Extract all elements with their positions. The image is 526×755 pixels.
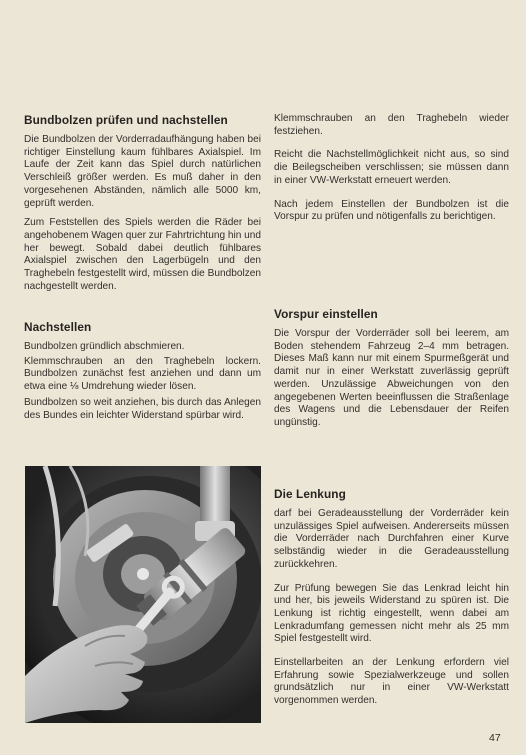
paragraph: Klemmschrauben an den Traghebeln lockern. Bundbolzen zunächst fest anziehen und dann um etwa eine ⅛ Umdrehung wieder lösen. — [24, 355, 261, 393]
paragraph: Reicht die Nachstellmöglichkeit nicht aus, so sind die Beilegscheiben verschlissen; sie müssen dann in einer VW-Werkstatt erneuert werden. — [274, 149, 509, 186]
wheel-suspension-photo — [25, 466, 261, 723]
heading-lenkung: Die Lenkung — [274, 487, 346, 501]
section-vorspur — [274, 307, 509, 430]
paragraph: Zum Feststellen des Spiels werden die Räder bei angehobenem Wagen quer zur Fahrtrichtung hin und her bewegt. Sobald dabei deutlich fühlbares Axialspiel zwischen den Lagerbügeln und den Traghebeln festgestellt wird, müssen die Bundbolzen nachgestellt werden. — [24, 217, 261, 292]
heading-bundbolzen: Bundbolzen prüfen und nachstellen — [24, 113, 228, 127]
section-bundbolzen — [24, 113, 261, 293]
paragraph: darf bei Geradeausstellung der Vorderräder kein unzulässiges Spiel aufweisen. Andererseits müssen die Vorderräder nach Durchfahren einer Kurve selbständig wieder in die Geradeausstellung zurückkehren. — [274, 508, 509, 570]
paragraph: Klemmschrauben an den Traghebeln wieder festziehen. — [274, 113, 509, 137]
paragraph: Die Vorspur der Vorderräder soll bei leerem, am Boden stehendem Fahrzeug 2–4 mm betragen. Dieses Maß kann nur mit einem Spurmeßgerät und damit nur in einer Werkstatt zuverlässig geprüft werden. Unzulässige Abweichungen von den angegebenen Werten beeinflussen die Straßenlage des Wagens und die Lebensdauer der Reifen ungünstig. — [274, 328, 509, 428]
paragraph: Nach jedem Einstellen der Bundbolzen ist die Vorspur zu prüfen und nötigenfalls zu berichtigen. — [274, 198, 509, 223]
page-number: 47 — [489, 732, 501, 744]
section-lenkung — [274, 487, 509, 708]
section-nachstellen — [24, 320, 261, 422]
heading-nachstellen: Nachstellen — [24, 320, 92, 334]
paragraph: Einstellarbeiten an der Lenkung erfordern viel Erfahrung sowie Spezialwerkzeuge und sollen grundsätzlich nur in einer VW-Werkstatt vorgenommen werden. — [274, 657, 509, 707]
paragraph: Zur Prüfung bewegen Sie das Lenkrad leicht hin und her, bis jeweils Widerstand zu spüren ist. Die Lenkung ist richtig eingestellt, wenn dabei am Lenkradumfang gemessen nicht mehr als 25 mm Spiel festgestellt wird. — [274, 582, 509, 645]
heading-vorspur: Vorspur einstellen — [274, 307, 378, 321]
paragraph: Die Bundbolzen der Vorderradaufhängung haben bei richtiger Einstellung kaum fühlbares Axialspiel. Im Laufe der Zeit kann das Spiel durch natürlichen Verschleiß größer werden. Es muß daher in den vorgesehenen Abständen, nämlich alle 5000 km, geprüft werden. — [24, 134, 261, 209]
paragraph: Bundbolzen so weit anziehen, bis durch das Anlegen des Bundes ein leichter Widerstand spürbar wird. — [24, 396, 261, 421]
paragraph: Bundbolzen gründlich abschmieren. — [24, 341, 185, 352]
section-continuation — [274, 113, 509, 224]
